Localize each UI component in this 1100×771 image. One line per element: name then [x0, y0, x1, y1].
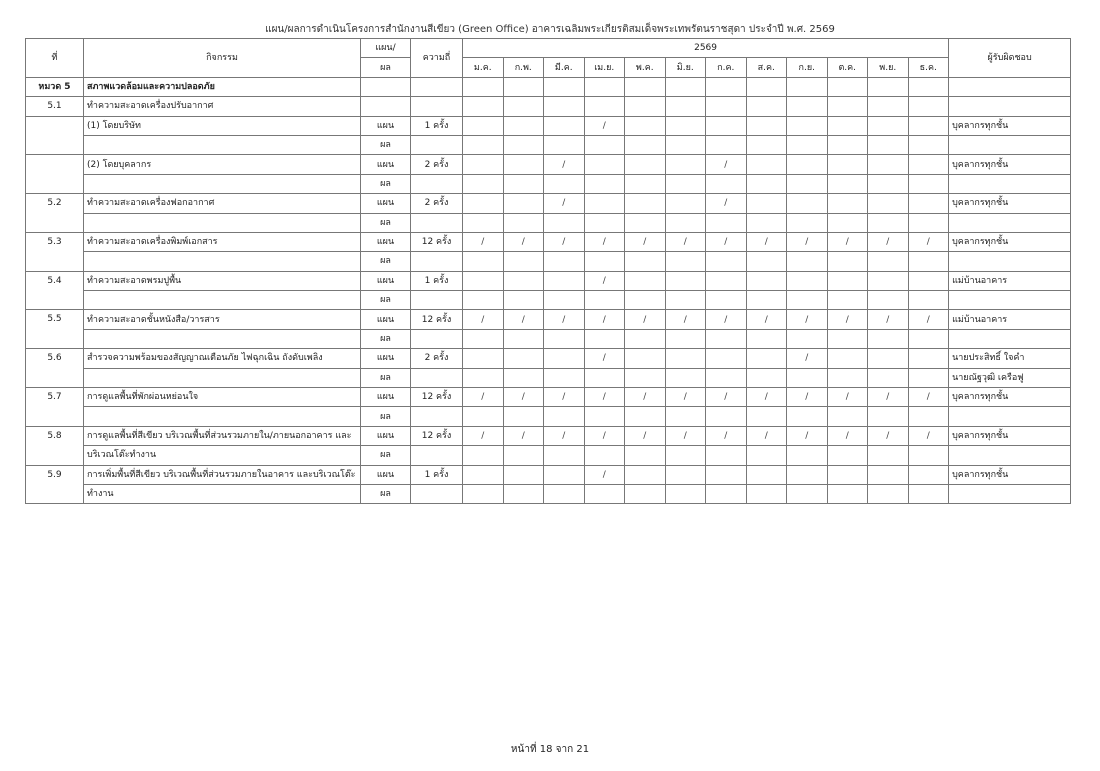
- plan-mark: /: [544, 194, 585, 213]
- header-month: ต.ค.: [827, 58, 868, 77]
- plan-mark: /: [827, 310, 868, 329]
- activity-cell: การเพิ่มพื้นที่สีเขียว บริเวณพื้นที่ส่วนรวมภายในอาคาร และบริเวณโต๊ะ: [84, 465, 361, 484]
- result-label: ผล: [361, 174, 411, 193]
- section-name: สภาพแวดล้อมและความปลอดภัย: [84, 77, 361, 96]
- result-label: ผล: [361, 135, 411, 154]
- activity-cell: ทำความสะอาดเครื่องปรับอากาศ: [84, 97, 361, 116]
- result-label: ผล: [361, 291, 411, 310]
- activity-cell: ทำความสะอาดพรมปูพื้น: [84, 271, 361, 290]
- activity-cell: ทำความสะอาดชั้นหนังสือ/วารสาร: [84, 310, 361, 329]
- plan-mark: /: [868, 232, 909, 251]
- header-year: 2569: [463, 39, 949, 58]
- plan-mark: /: [868, 310, 909, 329]
- activity-cell-cont: [84, 368, 361, 387]
- item-number: 5.5: [26, 310, 84, 349]
- plan-label: แผน: [361, 271, 411, 290]
- plan-mark: /: [544, 155, 585, 174]
- item-number: 5.2: [26, 194, 84, 233]
- frequency-cell: 1 ครั้ง: [411, 271, 463, 290]
- activity-cell: สำรวจความพร้อมของสัญญาณเตือนภัย ไฟฉุกเฉิน ถังดับเพลิง: [84, 349, 361, 368]
- responsible-cell: บุคลากรทุกชั้น: [949, 116, 1071, 135]
- responsible-cell: นายประสิทธิ์ ใจคำ: [949, 349, 1071, 368]
- frequency-cell: 12 ครั้ง: [411, 388, 463, 407]
- plan-mark: /: [746, 232, 787, 251]
- header-plan-result-2: ผล: [361, 58, 411, 77]
- plan-mark: /: [908, 388, 949, 407]
- responsible-cell: บุคลากรทุกชั้น: [949, 426, 1071, 445]
- frequency-cell: 1 ครั้ง: [411, 465, 463, 484]
- activity-cell-cont: [84, 329, 361, 348]
- plan-mark: /: [706, 155, 747, 174]
- plan-mark: /: [827, 232, 868, 251]
- plan-mark: /: [584, 232, 625, 251]
- plan-mark: /: [827, 388, 868, 407]
- plan-mark: /: [908, 310, 949, 329]
- result-label: ผล: [361, 252, 411, 271]
- plan-label: แผน: [361, 426, 411, 445]
- plan-mark: /: [908, 232, 949, 251]
- responsible-cell: บุคลากรทุกชั้น: [949, 232, 1071, 251]
- plan-label: แผน: [361, 349, 411, 368]
- plan-mark: /: [787, 388, 828, 407]
- plan-mark: /: [746, 310, 787, 329]
- frequency-cell: 1 ครั้ง: [411, 116, 463, 135]
- item-number: [26, 116, 84, 155]
- plan-mark: /: [625, 388, 666, 407]
- header-month: ก.ย.: [787, 58, 828, 77]
- frequency-cell: 2 ครั้ง: [411, 155, 463, 174]
- plan-label: แผน: [361, 388, 411, 407]
- header-month: ธ.ค.: [908, 58, 949, 77]
- plan-mark: /: [625, 232, 666, 251]
- table-row-result: [26, 135, 1071, 154]
- table-row-result: [26, 252, 1071, 271]
- responsible-cell: บุคลากรทุกชั้น: [949, 465, 1071, 484]
- header-month: ม.ค.: [463, 58, 504, 77]
- header-month: ก.ค.: [706, 58, 747, 77]
- plan-mark: /: [908, 426, 949, 445]
- plan-mark: /: [503, 310, 544, 329]
- plan-mark: /: [706, 232, 747, 251]
- plan-mark: /: [544, 232, 585, 251]
- plan-mark: /: [584, 271, 625, 290]
- activity-cell: (2) โดยบุคลากร: [84, 155, 361, 174]
- plan-mark: /: [787, 426, 828, 445]
- result-label: ผล: [361, 329, 411, 348]
- responsible-cell-cont: [949, 291, 1071, 310]
- table-row-result: [26, 484, 1071, 503]
- plan-label: แผน: [361, 155, 411, 174]
- plan-mark: /: [503, 232, 544, 251]
- header-frequency: ความถี่: [411, 39, 463, 78]
- plan-mark: /: [463, 426, 504, 445]
- plan-label: แผน: [361, 194, 411, 213]
- plan-mark: /: [584, 465, 625, 484]
- header-month: ส.ค.: [746, 58, 787, 77]
- responsible-cell-cont: [949, 213, 1071, 232]
- table-row-result: [26, 407, 1071, 426]
- table-row-result: [26, 291, 1071, 310]
- frequency-cell: 12 ครั้ง: [411, 426, 463, 445]
- plan-mark: /: [665, 232, 706, 251]
- table-row-plan: [26, 310, 1071, 329]
- plan-mark: /: [463, 388, 504, 407]
- result-label: ผล: [361, 446, 411, 465]
- item-number: 5.6: [26, 349, 84, 388]
- responsible-cell: บุคลากรทุกชั้น: [949, 155, 1071, 174]
- table-row-plan: [26, 349, 1071, 368]
- plan-mark: /: [544, 310, 585, 329]
- plan-mark: /: [706, 310, 747, 329]
- table-row-plan: [26, 155, 1071, 174]
- plan-mark: /: [544, 426, 585, 445]
- section-row: [26, 77, 1071, 96]
- responsible-cell: แม่บ้านอาคาร: [949, 271, 1071, 290]
- activity-cell: (1) โดยบริษัท: [84, 116, 361, 135]
- plan-mark: /: [503, 388, 544, 407]
- result-label: ผล: [361, 368, 411, 387]
- activity-cell-cont: [84, 213, 361, 232]
- frequency-cell: 2 ครั้ง: [411, 194, 463, 213]
- item-number: 5.4: [26, 271, 84, 310]
- responsible-cell: บุคลากรทุกชั้น: [949, 388, 1071, 407]
- responsible-cell-cont: [949, 407, 1071, 426]
- header-month: มี.ค.: [544, 58, 585, 77]
- responsible-cell-cont: [949, 174, 1071, 193]
- item-number: 5.9: [26, 465, 84, 504]
- plan-mark: /: [868, 388, 909, 407]
- table-row-plan: [26, 232, 1071, 251]
- header-month: มิ.ย.: [665, 58, 706, 77]
- responsible-cell-cont: [949, 252, 1071, 271]
- activity-cell-cont: ทำงาน: [84, 484, 361, 503]
- result-label: ผล: [361, 407, 411, 426]
- plan-label: แผน: [361, 232, 411, 251]
- table-row-plan: [26, 116, 1071, 135]
- plan-mark: /: [503, 426, 544, 445]
- table-row: [26, 97, 1071, 116]
- header-no: ที่: [26, 39, 84, 78]
- plan-mark: /: [463, 310, 504, 329]
- plan-mark: /: [625, 310, 666, 329]
- frequency-cell: 2 ครั้ง: [411, 349, 463, 368]
- table-row-result: [26, 329, 1071, 348]
- plan-label: แผน: [361, 465, 411, 484]
- activity-cell-cont: [84, 174, 361, 193]
- plan-mark: /: [463, 232, 504, 251]
- activity-cell: ทำความสะอาดเครื่องพิมพ์เอกสาร: [84, 232, 361, 251]
- responsible-cell-cont: [949, 135, 1071, 154]
- frequency-cell: 12 ครั้ง: [411, 310, 463, 329]
- page-footer: หน้าที่ 18 จาก 21: [510, 744, 590, 755]
- table-row-result: [26, 446, 1071, 465]
- plan-mark: /: [625, 426, 666, 445]
- header-activity: กิจกรรม: [84, 39, 361, 78]
- table-row-plan: [26, 271, 1071, 290]
- table-row-result: [26, 174, 1071, 193]
- item-number: 5.8: [26, 426, 84, 465]
- frequency-cell: 12 ครั้ง: [411, 232, 463, 251]
- plan-mark: /: [584, 116, 625, 135]
- plan-mark: /: [665, 388, 706, 407]
- plan-mark: /: [544, 388, 585, 407]
- table-row-plan: [26, 194, 1071, 213]
- table-row-result: [26, 368, 1071, 387]
- table-row-plan: [26, 465, 1071, 484]
- plan-mark: /: [665, 310, 706, 329]
- plan-mark: /: [787, 349, 828, 368]
- activity-cell: การดูแลพื้นที่สีเขียว บริเวณพื้นที่ส่วนรวมภายใน/ภายนอกอาคาร และ: [84, 426, 361, 445]
- table-row-result: [26, 213, 1071, 232]
- table-row-plan: [26, 388, 1071, 407]
- responsible-cell-cont: [949, 329, 1071, 348]
- header-month: ก.พ.: [503, 58, 544, 77]
- plan-mark: /: [746, 426, 787, 445]
- responsible-cell: บุคลากรทุกชั้น: [949, 194, 1071, 213]
- activity-cell-cont: [84, 291, 361, 310]
- activity-cell: การดูแลพื้นที่พักผ่อนหย่อนใจ: [84, 388, 361, 407]
- header-month: พ.ย.: [868, 58, 909, 77]
- activity-cell-cont: [84, 135, 361, 154]
- activity-cell-cont: บริเวณโต๊ะทำงาน: [84, 446, 361, 465]
- item-number: [26, 155, 84, 194]
- responsible-cell-cont: นายณัฐวุฒิ เครือฟู: [949, 368, 1071, 387]
- plan-mark: /: [584, 349, 625, 368]
- item-number: 5.3: [26, 232, 84, 271]
- plan-label: แผน: [361, 116, 411, 135]
- plan-mark: /: [706, 426, 747, 445]
- plan-mark: /: [787, 310, 828, 329]
- section-no: หมวด 5: [26, 77, 84, 96]
- plan-mark: /: [665, 426, 706, 445]
- responsible-cell: แม่บ้านอาคาร: [949, 310, 1071, 329]
- item-number: 5.7: [26, 388, 84, 427]
- plan-label: แผน: [361, 310, 411, 329]
- header-plan-result: แผน/: [361, 39, 411, 58]
- plan-mark: /: [787, 232, 828, 251]
- header-month: พ.ค.: [625, 58, 666, 77]
- plan-mark: /: [584, 388, 625, 407]
- table-body: [26, 77, 1071, 504]
- plan-mark: /: [827, 426, 868, 445]
- item-number: 5.1: [26, 97, 84, 116]
- responsible-cell-cont: [949, 446, 1071, 465]
- responsible-cell-cont: [949, 484, 1071, 503]
- plan-mark: /: [706, 388, 747, 407]
- plan-table: [25, 38, 1071, 504]
- header-month: เม.ย.: [584, 58, 625, 77]
- page-title: แผน/ผลการดำเนินโครงการสำนักงานสีเขียว (Green Office) อาคารเฉลิมพระเกียรติสมเด็จพระเทพรัตนราชสุดา ประจำปี พ.ศ. 2569: [265, 24, 835, 35]
- plan-mark: /: [868, 426, 909, 445]
- activity-cell-cont: [84, 252, 361, 271]
- activity-cell-cont: [84, 407, 361, 426]
- plan-mark: /: [746, 388, 787, 407]
- table-row-plan: [26, 426, 1071, 445]
- plan-mark: /: [706, 194, 747, 213]
- activity-cell: ทำความสะอาดเครื่องฟอกอากาศ: [84, 194, 361, 213]
- header-responsible: ผู้รับผิดชอบ: [949, 39, 1071, 78]
- plan-mark: /: [584, 310, 625, 329]
- plan-mark: /: [584, 426, 625, 445]
- result-label: ผล: [361, 484, 411, 503]
- result-label: ผล: [361, 213, 411, 232]
